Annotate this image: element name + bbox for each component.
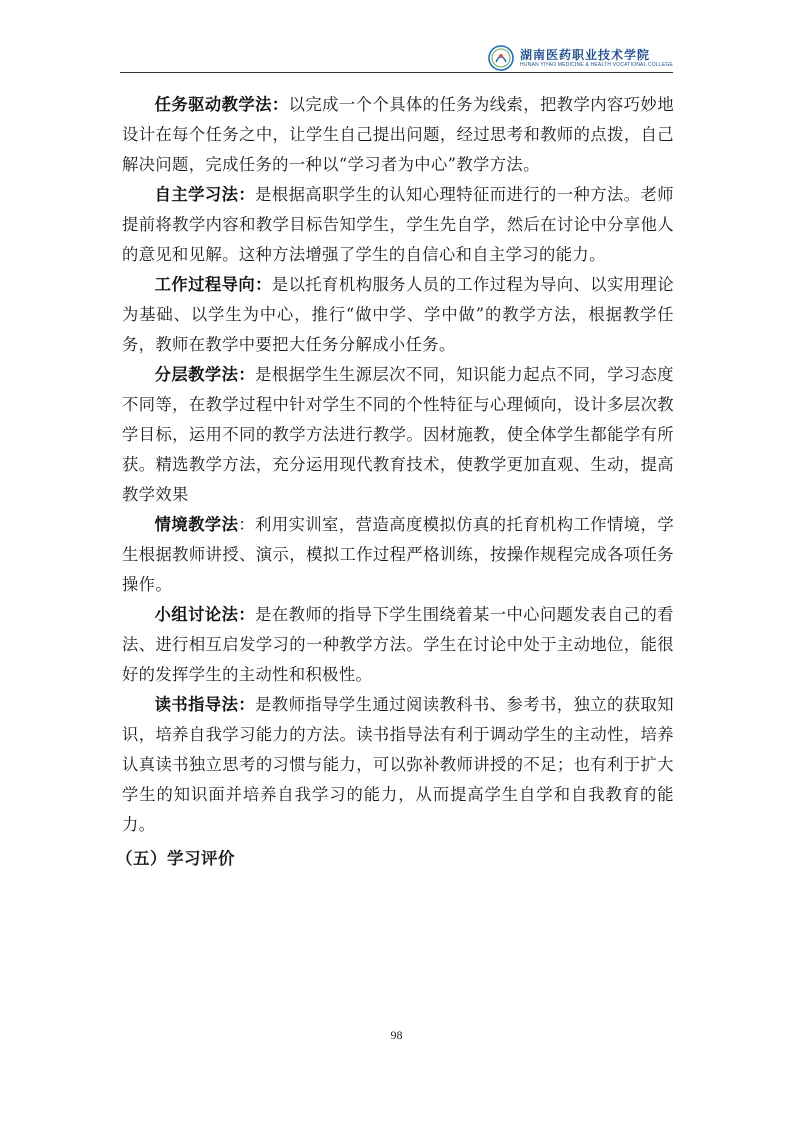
college-seal-icon (488, 45, 514, 71)
method-term: 情境教学法 (154, 515, 239, 534)
method-description: ：利用实训室，营造高度模拟仿真的托育机构工作情境，学生根据教师讲授、演示，模拟工作过程严格训练，按操作规程完成各项任务操作。 (122, 515, 674, 594)
method-term: 分层教学法： (154, 365, 256, 384)
section-heading: （五）学习评价 (116, 849, 235, 868)
method-term: 任务驱动教学法： (154, 95, 289, 114)
header-divider (120, 72, 673, 73)
method-paragraph (122, 180, 674, 270)
method-description: 以完成一个个具体的任务为线索，把教学内容巧妙地设计在每个任务之中，让学生自己提出问题，经过思考和教师的点拨，自己解决问题，完成任务的一种以“学习者为中心”教学方法。 (122, 95, 675, 174)
college-name-en: HUNAN YIYAO MEDICINE & HEALTH VOCATIONAL COLLEGE (520, 61, 673, 68)
method-description: 是根据学生生源层次不同，知识能力起点不同，学习态度不同等，在教学过程中针对学生不同的个性特征与心理倾向，设计多层次教学目标，运用不同的教学方法进行教学。因材施教，使全体学生都能学有所获。精选教学方法，充分运用现代教育技术，使教学更加直观、生动，提高教学效果 (122, 365, 674, 504)
method-paragraph (122, 360, 674, 510)
method-term: 小组讨论法： (154, 605, 256, 624)
document-body (116, 90, 675, 874)
method-description: 是在教师的指导下学生围绕着某一中心问题发表自己的看法、进行相互启发学习的一种教学方法。学生在讨论中处于主动地位，能很好的发挥学生的主动性和积极性。 (122, 605, 674, 684)
method-description: 是以托育机构服务人员的工作过程为导向、以实用理论为基础、以学生为中心，推行“做中学、学中做”的教学方法，根据教学任务，教师在教学中要把大任务分解成小任务。 (122, 275, 674, 354)
method-paragraph (122, 690, 674, 840)
method-term: 工作过程导向： (154, 275, 272, 294)
method-paragraph (122, 510, 674, 600)
page-number: 98 (390, 1028, 403, 1042)
method-term: 自主学习法： (154, 185, 256, 204)
college-name: 湖南医药职业技术学院 (520, 47, 651, 62)
method-paragraph (122, 90, 674, 180)
method-paragraph (122, 600, 674, 690)
method-term: 读书指导法： (154, 695, 256, 714)
method-description: 是教师指导学生通过阅读教科书、参考书，独立的获取知识，培养自我学习能力的方法。读书指导法有利于调动学生的主动性，培养认真读书独立思考的习惯与能力，可以弥补教师讲授的不足；也有利于扩大学生的知识面并培养自我学习的能力，从而提高学生自学和自我教育的能力。 (122, 695, 674, 834)
page-header (120, 40, 673, 72)
college-logo (488, 44, 673, 72)
method-paragraph (122, 270, 674, 360)
method-description: 是根据高职学生的认知心理特征而进行的一种方法。老师提前将教学内容和教学目标告知学生，学生先自学，然后在讨论中分享他人的意见和见解。这种方法增强了学生的自信心和自主学习的能力。 (122, 185, 674, 264)
